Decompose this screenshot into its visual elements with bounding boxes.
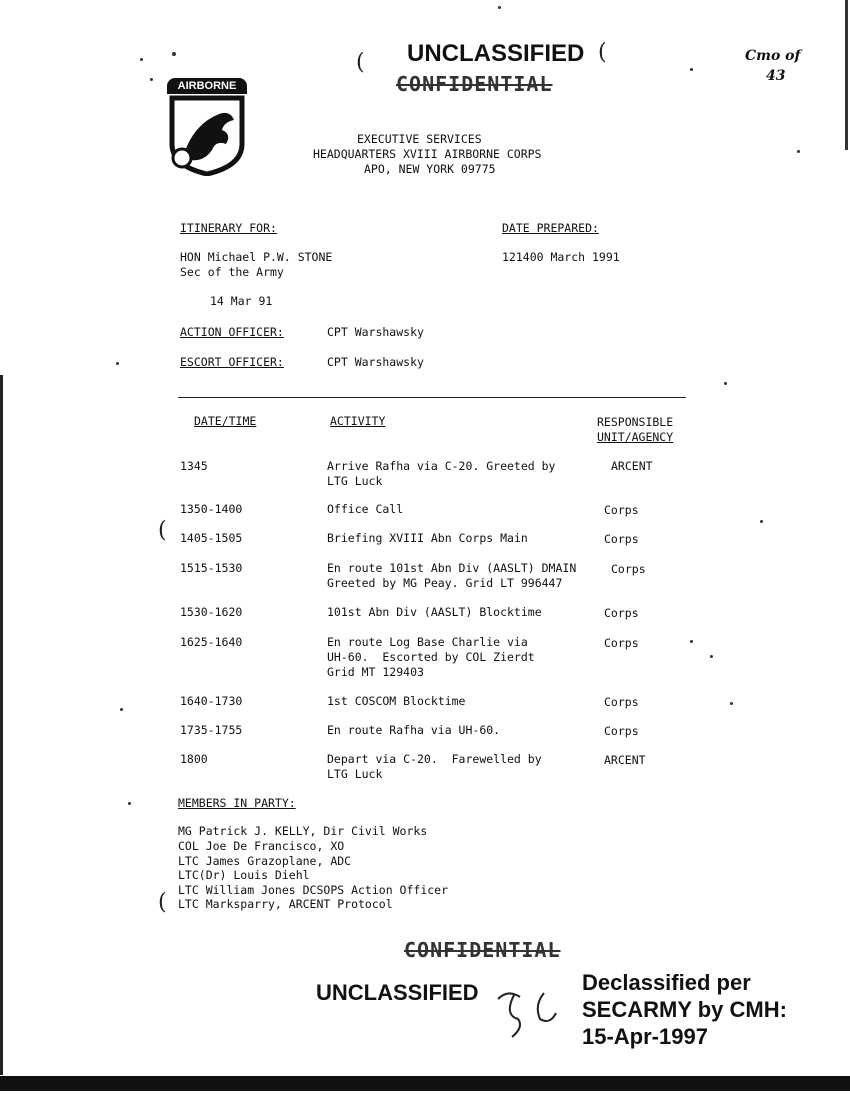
scan-speck: [760, 520, 763, 523]
scan-speck: [797, 150, 800, 153]
handwritten-initials-icon: [494, 985, 574, 1045]
section-divider: [178, 397, 686, 398]
party-member: LTC Marksparry, ARCENT Protocol: [178, 897, 393, 911]
row-time: 1735-1755: [180, 723, 243, 737]
action-officer-label: ACTION OFFICER:: [180, 325, 284, 339]
scan-speck: [128, 802, 131, 805]
scan-speck: [172, 52, 176, 56]
row-unit: Corps: [604, 636, 639, 650]
row-unit: Corps: [604, 503, 639, 517]
row-activity: Office Call: [327, 502, 404, 516]
col-header-unit-agency: UNIT/AGENCY: [597, 430, 674, 444]
scan-speck: [140, 58, 143, 61]
declassified-line-1: Declassified per: [582, 970, 751, 995]
scan-speck: [710, 655, 713, 658]
row-time: 1515-1530: [180, 561, 243, 575]
itinerary-title: Sec of the Army: [180, 265, 284, 279]
dragon-icon: [164, 94, 250, 176]
scan-speck: [730, 702, 733, 705]
row-unit: ARCENT: [611, 459, 653, 473]
scan-speck: [690, 68, 693, 71]
declassified-line-2: SECARMY by CMH:: [582, 997, 787, 1022]
row-activity: En route 101st Abn Div (AASLT) DMAIN: [327, 561, 577, 575]
bracket-mark: (: [598, 40, 607, 65]
bracket-mark: (: [158, 890, 167, 915]
col-header-activity: ACTIVITY: [330, 414, 386, 428]
row-activity: LTG Luck: [327, 767, 383, 781]
row-time: 1625-1640: [180, 635, 243, 649]
date-prepared-label: DATE PREPARED:: [502, 221, 599, 235]
scan-edge-left: [0, 375, 3, 1075]
party-member: LTC William Jones DCSOPS Action Officer: [178, 883, 449, 897]
itinerary-for-label: ITINERARY FOR:: [180, 221, 277, 235]
row-time: 1345: [180, 459, 208, 473]
row-activity: Briefing XVIII Abn Corps Main: [327, 531, 528, 545]
bracket-mark: (: [356, 50, 365, 75]
header-line-1: EXECUTIVE SERVICES: [357, 132, 482, 146]
scan-speck: [724, 382, 727, 385]
col-header-datetime: DATE/TIME: [194, 414, 257, 428]
confidential-stamp-top: CONFIDENTIAL: [396, 72, 553, 96]
header-line-3: APO, NEW YORK 09775: [364, 162, 496, 176]
handwritten-number: 43: [766, 68, 786, 84]
date-prepared-value: 121400 March 1991: [502, 250, 620, 264]
escort-officer-value: CPT Warshawsky: [327, 355, 424, 369]
row-activity: LTG Luck: [327, 474, 383, 488]
airborne-emblem: [164, 78, 250, 178]
escort-officer-label: ESCORT OFFICER:: [180, 355, 284, 369]
handwritten-note: Cmo of: [745, 48, 801, 64]
row-activity: 101st Abn Div (AASLT) Blocktime: [327, 605, 542, 619]
scan-speck: [498, 6, 501, 9]
row-time: 1405-1505: [180, 531, 243, 545]
row-activity: Arrive Rafha via C-20. Greeted by: [327, 459, 556, 473]
row-activity: En route Rafha via UH-60.: [327, 723, 501, 737]
row-time: 1800: [180, 752, 208, 766]
airborne-tab: AIRBORNE: [167, 78, 247, 94]
row-unit: Corps: [604, 532, 639, 546]
scan-speck: [690, 640, 693, 643]
row-unit: Corps: [604, 695, 639, 709]
scan-edge-bottom: [0, 1076, 850, 1091]
row-unit: ARCENT: [604, 753, 646, 767]
unclassified-stamp-bottom: UNCLASSIFIED: [316, 980, 479, 1005]
unclassified-stamp-top: UNCLASSIFIED: [407, 40, 585, 67]
row-activity: UH-60. Escorted by COL Zierdt: [327, 650, 535, 664]
row-time: 1640-1730: [180, 694, 243, 708]
itinerary-name: HON Michael P.W. STONE: [180, 250, 333, 264]
scan-speck: [116, 362, 119, 365]
scan-speck: [120, 708, 123, 711]
declassified-line-3: 15-Apr-1997: [582, 1024, 708, 1049]
row-time: 1530-1620: [180, 605, 243, 619]
action-officer-value: CPT Warshawsky: [327, 325, 424, 339]
party-member: MG Patrick J. KELLY, Dir Civil Works: [178, 824, 428, 838]
members-label: MEMBERS IN PARTY:: [178, 796, 296, 810]
row-activity: Grid MT 129403: [327, 665, 424, 679]
itinerary-date: 14 Mar 91: [210, 294, 273, 308]
party-member: LTC James Grazoplane, ADC: [178, 854, 352, 868]
confidential-stamp-bottom: CONFIDENTIAL: [404, 938, 561, 962]
header-line-2: HEADQUARTERS XVIII AIRBORNE CORPS: [313, 147, 542, 161]
scan-speck: [150, 78, 153, 81]
row-activity: Depart via C-20. Farewelled by: [327, 752, 542, 766]
col-header-responsible: RESPONSIBLE: [597, 415, 674, 429]
party-member: COL Joe De Francisco, XO: [178, 839, 345, 853]
row-activity: 1st COSCOM Blocktime: [327, 694, 466, 708]
row-unit: Corps: [604, 606, 639, 620]
row-unit: Corps: [611, 562, 646, 576]
scan-edge-right: [845, 0, 848, 150]
bracket-mark: (: [158, 518, 167, 543]
party-member: LTC(Dr) Louis Diehl: [178, 868, 310, 882]
row-time: 1350-1400: [180, 502, 243, 516]
row-unit: Corps: [604, 724, 639, 738]
row-activity: Greeted by MG Peay. Grid LT 996447: [327, 576, 563, 590]
row-activity: En route Log Base Charlie via: [327, 635, 528, 649]
